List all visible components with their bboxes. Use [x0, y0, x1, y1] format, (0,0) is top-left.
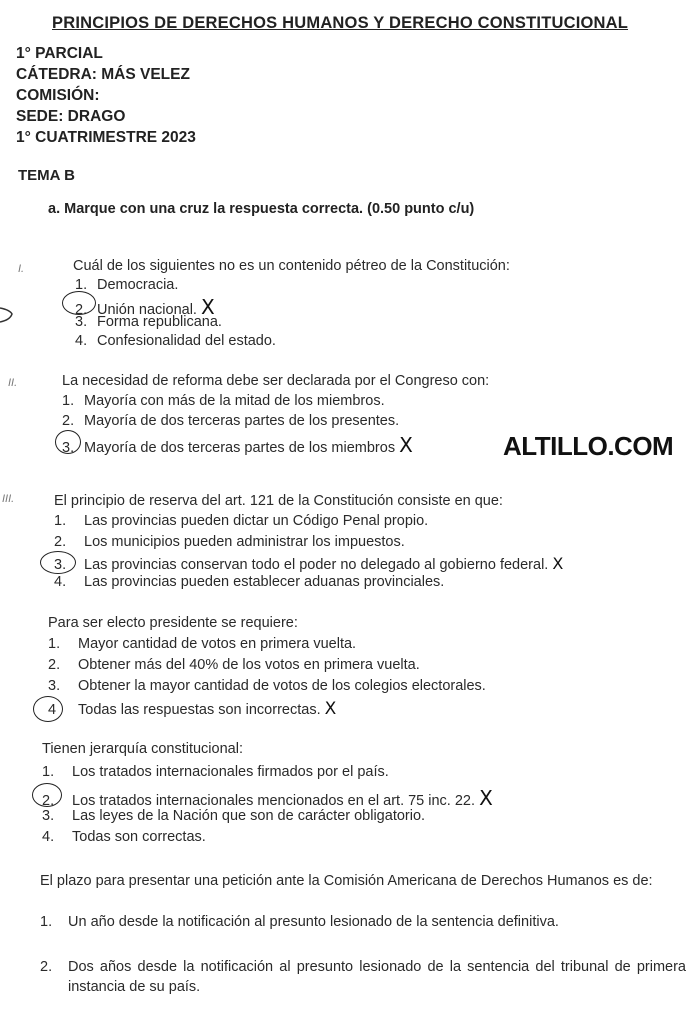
option-text: Las provincias pueden establecer aduanas provinciales.: [84, 574, 445, 590]
option-number: 1.: [54, 513, 67, 529]
catedra: CÁTEDRA: MÁS VELEZ: [16, 66, 190, 83]
option-text: Mayoría de dos terceras partes de los presentes.: [84, 413, 400, 429]
instruction: a. Marque con una cruz la respuesta correcta. (0.50 punto c/u): [48, 201, 475, 217]
cross-mark: X: [324, 699, 337, 719]
cuatrimestre: 1° CUATRIMESTRE 2023: [16, 129, 196, 146]
option[interactable]: [42, 764, 389, 780]
option-text: Las provincias conservan todo el poder no delegado al gobierno federal.: [84, 557, 549, 573]
pen-stroke: [0, 300, 14, 326]
answer-circle: [40, 551, 76, 574]
option-number: 1.: [75, 277, 88, 293]
option-text: Dos años desde la notificación al presunto lesionado de la sentencia del tribunal de primera instancia de su país.: [68, 959, 686, 995]
option-text: Forma republicana.: [97, 314, 222, 330]
option[interactable]: [48, 699, 336, 719]
option-number: 3.: [54, 557, 67, 573]
option-text: Todas las respuestas son incorrectas.: [78, 702, 321, 718]
option[interactable]: [42, 829, 206, 845]
option-number: 4.: [75, 333, 88, 349]
option[interactable]: [75, 314, 222, 330]
option-number: 2.: [75, 302, 88, 318]
option-text: Mayoría de dos terceras partes de los miembros: [84, 440, 396, 456]
option-text: Los municipios pueden administrar los impuestos.: [84, 534, 405, 550]
option-number: 1.: [42, 764, 55, 780]
option-number: 1.: [40, 914, 53, 930]
answer-circle: [33, 696, 63, 722]
option-text: Mayoría con más de la mitad de los miembros.: [84, 393, 385, 409]
cross-mark: X: [399, 433, 413, 457]
option-text: Un año desde la notificación al presunto lesionado de la sentencia definitiva.: [68, 914, 559, 930]
option[interactable]: [54, 554, 563, 573]
option-text: Unión nacional.: [97, 302, 197, 318]
question-text: Tienen jerarquía constitucional:: [42, 741, 243, 757]
option-text: Obtener más del 40% de los votos en primera vuelta.: [78, 657, 420, 673]
watermark-logo: ALTILLO.COM: [503, 431, 674, 461]
option-text: Las provincias pueden dictar un Código Penal propio.: [84, 513, 429, 529]
option[interactable]: [62, 393, 385, 409]
option[interactable]: [42, 808, 425, 824]
option[interactable]: [62, 433, 413, 457]
option[interactable]: [62, 413, 399, 429]
exam-title: PRINCIPIOS DE DERECHOS HUMANOS Y DERECHO CONSTITUCIONAL: [52, 14, 629, 32]
option[interactable]: [40, 912, 686, 932]
option[interactable]: [75, 277, 178, 293]
option-number: 1.: [48, 636, 61, 652]
option-text: Los tratados internacionales firmados por el país.: [72, 764, 389, 780]
option-number: 1.: [62, 393, 75, 409]
cross-mark: X: [201, 295, 215, 319]
question-text: El principio de reserva del art. 121 de la Constitución consiste en que:: [54, 493, 503, 509]
option[interactable]: [54, 513, 428, 529]
question-text: El plazo para presentar una petición ante la Comisión Americana de Derechos Humanos es de:: [40, 873, 653, 889]
cross-mark: X: [552, 554, 564, 573]
tema-label: TEMA B: [18, 167, 75, 184]
option-number: 4.: [42, 829, 55, 845]
question-text: Cuál de los siguientes no es un contenido pétreo de la Constitución:: [73, 258, 510, 274]
question-number: I.: [18, 263, 25, 275]
option[interactable]: [54, 574, 444, 590]
option-number: 2.: [40, 959, 53, 975]
answer-circle: [55, 430, 81, 454]
comision: COMISIÓN:: [16, 87, 100, 104]
option-number: 3.: [42, 808, 55, 824]
option-text: Democracia.: [97, 277, 179, 293]
question-number: II.: [8, 377, 18, 389]
option-text: Las leyes de la Nación que son de carácter obligatorio.: [72, 808, 426, 824]
question-text: Para ser electo presidente se requiere:: [48, 615, 298, 631]
option-number: 2.: [54, 534, 67, 550]
answer-circle: [32, 783, 62, 807]
answer-circle: [62, 291, 96, 315]
option-number: 2.: [42, 793, 55, 809]
option[interactable]: [48, 678, 486, 694]
option-text: Todas son correctas.: [72, 829, 206, 845]
sede: SEDE: DRAGO: [16, 108, 126, 125]
question-number: III.: [2, 493, 15, 505]
option[interactable]: [48, 636, 356, 652]
option[interactable]: [75, 333, 276, 349]
exam-number: 1° PARCIAL: [16, 45, 103, 62]
option-number: 4.: [54, 574, 67, 590]
option-number: 3.: [62, 440, 75, 456]
cross-mark: X: [479, 786, 493, 810]
option-number: 3.: [48, 678, 61, 694]
option-text: Los tratados internacionales mencionados en el art. 75 inc. 22.: [72, 793, 476, 809]
option[interactable]: [48, 657, 420, 673]
option[interactable]: [54, 534, 405, 550]
option-number: 2.: [48, 657, 61, 673]
option-number: 4: [48, 702, 57, 718]
option-number: 2.: [62, 413, 75, 429]
option[interactable]: [42, 786, 493, 810]
option-text: Obtener la mayor cantidad de votos de los colegios electorales.: [78, 678, 486, 694]
option-number: 3.: [75, 314, 88, 330]
option-text: Mayor cantidad de votos en primera vuelta.: [78, 636, 357, 652]
question-text: La necesidad de reforma debe ser declarada por el Congreso con:: [62, 373, 490, 389]
option-text: Confesionalidad del estado.: [97, 333, 276, 349]
option[interactable]: [40, 957, 686, 997]
